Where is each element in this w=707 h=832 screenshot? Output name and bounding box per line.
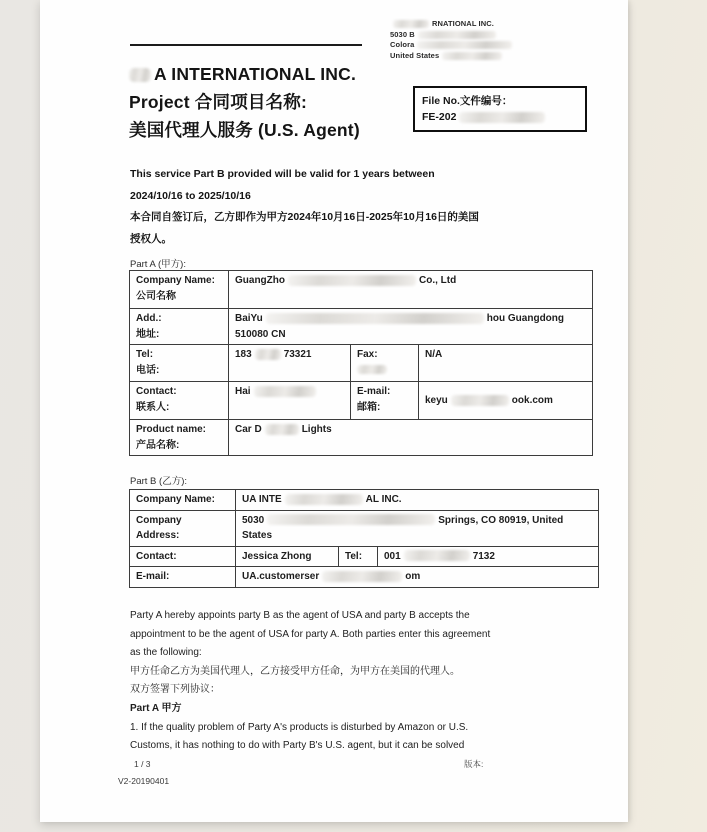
table-row <box>130 309 593 345</box>
redaction <box>265 424 299 435</box>
letterhead-company-line <box>390 19 605 30</box>
label-en: E-mail: <box>357 386 391 397</box>
title-company-name: A INTERNATIONAL INC. <box>154 64 357 84</box>
value-post: hou Guangdong <box>486 313 564 324</box>
value-post: 73321 <box>283 349 312 360</box>
table-row <box>130 420 593 456</box>
company-address-label-cell <box>130 510 236 546</box>
part-b-heading: Part B (乙方): <box>130 476 188 487</box>
address-value-cell <box>229 309 593 345</box>
page-number: 1 / 3 <box>134 759 151 769</box>
label-en: Add.: <box>136 313 162 324</box>
company-name-label-cell <box>130 271 229 309</box>
contact-value-cell <box>229 382 351 420</box>
product-label-cell <box>130 420 229 456</box>
company-name-value-cell <box>236 490 599 511</box>
contact-value-cell <box>236 546 339 567</box>
company-name-value-cell <box>229 271 593 309</box>
letterhead-company: RNATIONAL INC. <box>432 19 494 28</box>
value-pre: GuangZho <box>235 275 285 286</box>
value-pre: Car D <box>235 424 262 435</box>
company-name-label-cell: Company Name: <box>130 490 236 511</box>
redaction <box>417 41 512 49</box>
table-row <box>130 490 599 511</box>
body-line: appointment to be the agent of USA for party A. Both parties enter this agreement <box>130 628 491 640</box>
tel-label-cell: Tel: <box>339 546 378 567</box>
label-en: Company Name: <box>136 275 215 286</box>
value-pre: UA.customerser <box>242 571 320 582</box>
table-row <box>130 271 593 309</box>
redaction <box>129 68 151 82</box>
title-line-project: Project 合同项目名称: <box>129 92 308 112</box>
body-line: as the following: <box>130 647 202 659</box>
redaction <box>266 313 484 324</box>
table-row <box>130 567 599 588</box>
email-value-cell <box>419 382 593 420</box>
label-en: Tel: <box>136 349 154 360</box>
table-row <box>130 546 599 567</box>
redaction <box>393 20 429 28</box>
file-number-label: File No.文件编号： <box>422 95 513 107</box>
body-line: 1. If the quality problem of Party A's products is disturbed by Amazon or U.S. <box>130 721 469 733</box>
contact-label-cell <box>130 382 229 420</box>
label-zh: 地址: <box>136 328 160 340</box>
company-address-value-cell <box>236 510 599 546</box>
label-line2: Address: <box>136 530 180 541</box>
tel-value-cell <box>378 546 599 567</box>
value-pre: BaiYu <box>235 313 263 324</box>
body-line: Customs, it has nothing to do with Party B's U.S. agent, but it can be solved <box>130 740 465 752</box>
tel-value-cell <box>229 345 351 382</box>
validity-paragraph <box>130 164 550 250</box>
file-number-prefix: FE-202 <box>422 111 457 123</box>
version-code: V2-20190401 <box>118 776 170 786</box>
value-pre: 183 <box>235 349 252 360</box>
redaction <box>285 494 363 505</box>
value-pre: Hai <box>235 386 251 397</box>
value-pre: keyu <box>425 394 448 406</box>
body-line: 甲方任命乙方为美国代理人，乙方接受甲方任命，为甲方在美国的代理人。 <box>130 665 460 677</box>
label-zh: 电话: <box>136 364 160 376</box>
address-line2: States <box>242 530 273 541</box>
value-post: Springs, CO 80919, United <box>438 514 564 526</box>
agreement-body <box>130 607 570 756</box>
letterhead-address-block <box>390 19 605 61</box>
part-a-table <box>129 270 593 456</box>
redaction <box>254 386 316 397</box>
title-line-service: 美国代理人服务 (U.S. Agent) <box>129 120 360 140</box>
fax-value-cell: N/A <box>419 345 593 382</box>
part-b-table <box>129 489 599 588</box>
redacted-label-zh <box>357 363 412 379</box>
header-rule <box>130 44 362 46</box>
value-post: ook.com <box>511 394 553 406</box>
table-row <box>130 382 593 420</box>
part-a-heading: Part A (甲方): <box>130 259 186 270</box>
file-number-value <box>422 109 578 125</box>
value-pre: UA INTE <box>242 494 282 505</box>
redaction <box>442 52 502 60</box>
document-title <box>129 60 459 144</box>
label-en: Product name: <box>136 424 207 435</box>
address-label-cell <box>130 309 229 345</box>
redaction <box>418 31 496 39</box>
value-post: Co., Ltd <box>419 275 457 286</box>
label-zh: 联系人: <box>136 401 170 413</box>
validity-line: 授权人。 <box>130 232 172 245</box>
address-line1 <box>242 513 592 529</box>
title-line-company <box>129 60 459 88</box>
redaction <box>404 550 470 561</box>
value-post: om <box>405 571 421 582</box>
body-line: 双方签署下列协议： <box>130 684 220 696</box>
product-value-cell <box>229 420 593 456</box>
file-number-box <box>413 86 587 132</box>
redaction <box>451 395 509 406</box>
fax-label-cell <box>351 345 419 382</box>
redaction <box>288 275 416 286</box>
redaction <box>459 112 545 123</box>
value-pre: 001 <box>384 550 401 562</box>
label-en: Fax: <box>357 349 378 360</box>
value-post: 7132 <box>472 550 495 562</box>
letterhead-city-line <box>390 40 605 51</box>
value-text: Jessica Zhong <box>242 550 312 562</box>
table-row <box>130 345 593 382</box>
validity-line: This service Part B provided will be valid for 1 years between <box>130 168 435 180</box>
label-zh: 公司名称 <box>136 290 176 302</box>
email-label-cell: E-mail: <box>130 567 236 588</box>
label-zh: 邮箱: <box>357 401 381 413</box>
redaction <box>267 514 435 525</box>
value-post: AL INC. <box>365 494 402 505</box>
letterhead-country: United States <box>390 50 440 60</box>
value-pre: 5030 <box>242 514 265 526</box>
letterhead-street-line <box>390 30 605 41</box>
redaction <box>357 365 387 374</box>
validity-line: 2024/10/16 to 2025/10/16 <box>130 189 251 202</box>
letterhead-city: Colora <box>390 40 415 49</box>
value-post: Lights <box>301 424 332 435</box>
tel-label-cell <box>130 345 229 382</box>
body-line: Party A hereby appoints party B as the agent of USA and party B accepts the <box>130 610 470 621</box>
redaction <box>255 349 281 360</box>
table-row <box>130 510 599 546</box>
letterhead-street: 5030 B <box>390 29 415 39</box>
address-line2: 510080 CN <box>235 328 286 340</box>
contact-label-cell: Contact: <box>130 546 236 567</box>
validity-line: 本合同自签订后，乙方即作为甲方2024年10月16日-2025年10月16日的美国 <box>130 211 479 223</box>
redaction <box>322 571 402 582</box>
document-page <box>40 0 628 822</box>
address-line1 <box>235 311 586 327</box>
label-zh: 产品名称: <box>136 439 180 451</box>
label-en: Contact: <box>136 386 177 397</box>
part-a-clause-heading: Part A 甲方 <box>130 702 182 714</box>
email-value-cell <box>236 567 599 588</box>
label-line1: Company <box>136 514 182 526</box>
version-label: 版本: <box>464 759 484 769</box>
email-label-cell <box>351 382 419 420</box>
